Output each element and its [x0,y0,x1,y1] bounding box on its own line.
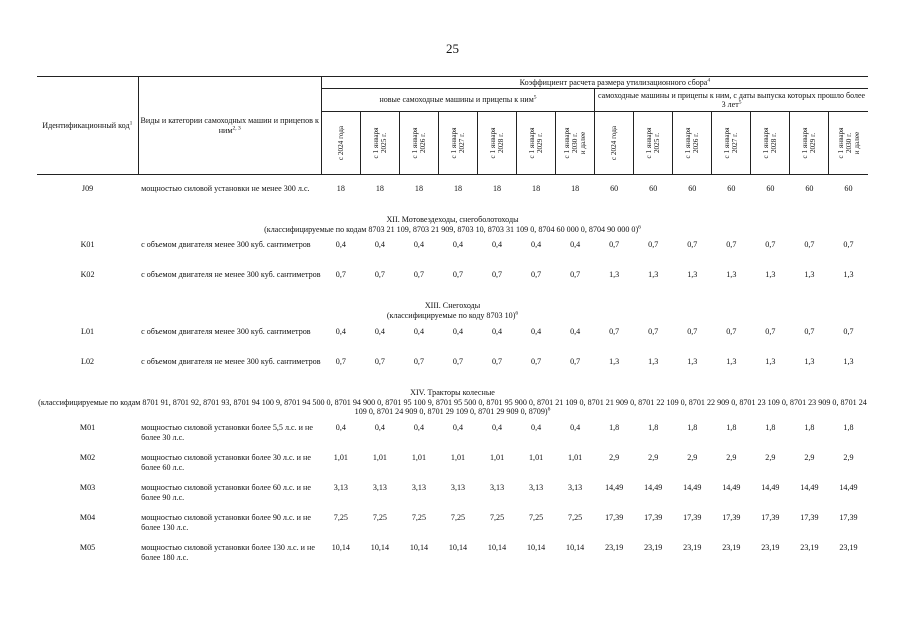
new-coefficient-cell: 0,4 [531,326,542,336]
table-row [37,237,868,267]
new-coefficient-cell: 1,01 [529,452,544,462]
used-coefficient-cell: 0,7 [804,326,815,336]
used-coefficient-cell: 1,3 [804,270,815,280]
section-heading-row [37,297,868,323]
section-title: XII. Мотовездеходы, снегоболотоходы [386,215,519,224]
section-footnote: 6 [638,224,641,231]
used-coefficient-cell: 1,3 [687,270,698,280]
used-coefficient-cell: 60 [766,184,775,193]
new-coefficient-cell: 0,4 [570,422,581,432]
section-classification-codes [37,398,868,417]
coef-label: Коэффициент расчета размера утилизационного сбора [519,77,708,87]
identification-code: M05 [79,542,96,552]
new-coefficient-cell: 0,7 [570,270,581,280]
new-coefficient-cell: 10,14 [566,542,585,552]
used-coefficient-cell: 23,19 [605,542,624,552]
section-title: XIII. Снегоходы [424,301,481,311]
used-coefficient-cell: 0,7 [726,326,737,336]
group-new-footnote: 5 [533,94,537,101]
group-old-footnote: 5 [738,99,742,106]
new-coefficient-cell: 0,7 [374,270,385,280]
table-row [37,510,868,540]
used-coefficient-cell: 1,8 [609,422,620,432]
used-coefficient-cell: 1,3 [687,356,698,366]
utilization-coefficient-table [37,76,868,570]
table-row [37,324,868,354]
new-coefficient-cell: 0,7 [452,356,464,366]
used-coefficient-cell: 14,49 [800,482,819,492]
used-coefficient-cell: 60 [649,184,658,193]
identification-code: J09 [81,184,94,193]
used-coefficient-cell: 2,9 [687,452,698,462]
category-description: с объемом двигателя менее 300 куб. сантиметров [141,326,311,336]
new-coefficient-cell: 1,01 [372,452,387,462]
used-coefficient-cell: 1,8 [765,422,776,432]
section-footnote: 6 [547,406,551,413]
section-heading-row [37,211,868,237]
used-coefficient-cell: 0,7 [843,240,854,250]
used-coefficient-cell: 1,3 [609,270,620,280]
new-coefficient-cell: 0,7 [374,356,385,366]
new-coefficient-cell: 3,13 [333,482,348,492]
new-coefficient-cell: 0,7 [452,270,464,280]
date-column-header: с 1 января 2026 г. [399,112,438,175]
used-coefficient-cell: 60 [727,184,736,193]
used-coefficient-cell: 0,7 [765,240,776,250]
used-coefficient-cell: 23,19 [839,542,858,552]
used-coefficient-cell: 0,7 [765,326,776,336]
identification-code: L01 [81,326,95,336]
used-coefficient-cell: 23,19 [644,542,663,552]
new-machines-group-header [321,89,594,112]
new-coefficient-cell: 0,7 [531,270,542,280]
new-coefficient-cell: 3,13 [450,482,466,492]
new-coefficient-cell: 7,25 [411,512,427,522]
category-column-header [138,77,321,175]
new-coefficient-cell: 1,01 [489,452,505,462]
table-row [37,175,868,212]
new-coefficient-cell: 0,4 [491,326,503,336]
desc-footnote: 2, 3 [232,124,241,131]
date-column-header: с 1 января 2028 г. [478,112,517,175]
date-column-header: с 1 января 2025 г. [634,112,673,175]
new-coefficient-cell: 10,14 [487,542,507,552]
used-coefficient-cell: 2,9 [843,452,854,462]
used-coefficient-cell: 1,3 [843,270,854,280]
new-coefficient-cell: 0,4 [413,326,424,336]
category-description: с объемом двигателя менее 300 куб. сантиметров [141,240,311,250]
new-coefficient-cell: 0,4 [374,240,385,250]
section-codes-text: (классифицируемые по коду 8703 10) [386,311,516,321]
new-coefficient-cell: 0,7 [413,356,424,366]
id-column-header [37,77,138,175]
used-coefficient-cell: 0,7 [648,326,659,336]
new-coefficient-cell: 3,13 [489,482,505,492]
used-coefficient-cell: 60 [610,184,619,193]
new-coefficient-cell: 3,13 [529,482,544,492]
date-column-header: с 1 января 2027 г. [438,112,477,175]
new-coefficient-cell: 0,7 [570,356,581,366]
used-coefficient-cell: 14,49 [839,482,858,492]
new-coefficient-cell: 3,13 [372,482,387,492]
identification-code: L02 [81,356,95,366]
new-coefficient-cell: 7,25 [450,512,466,522]
used-coefficient-cell: 17,39 [683,512,702,522]
coef-footnote: 4 [707,76,711,83]
date-column-header: с 1 января 2026 г. [673,112,712,175]
used-coefficient-cell: 14,49 [644,482,663,492]
new-coefficient-cell: 0,7 [335,270,346,280]
section-codes-text: (классифицируемые по кодам 8701 91, 8701 92, 8701 93, 8701 94 100 9, 8701 94 500 0, 8701 94 900 0, 8701 95 100 9, 8701 95 500 0, 8701 95 900 0, 8701 21 109 0, 8701 21 909 0, 8701 22 109 0, 8701 22 909 0, 8701 23 109 0, 8701 23 909 0, 8701 24 109 0, 8701 24 909 0, 8701 29 109 0, 8701 29 909 0, 8709) [38,397,867,417]
used-coefficient-cell: 1,3 [648,270,659,280]
group-old-label: самоходные машины и прицепы к ним, с даты выпуска которых прошло более 3 лет [598,90,866,109]
new-coefficient-cell: 7,25 [568,512,583,522]
used-coefficient-cell: 2,9 [804,452,815,462]
used-coefficient-cell: 60 [805,184,814,193]
page-number: 25 [446,41,459,56]
new-coefficient-cell: 0,7 [491,356,503,366]
category-description: мощностью силовой установки более 5,5 л.с. и не более 30 л.с. [141,422,313,442]
new-coefficient-cell: 7,25 [489,512,505,522]
new-coefficient-cell: 0,4 [531,240,542,250]
date-column-header: с 1 января 2029 г. [790,112,829,175]
table-row [37,267,868,297]
new-coefficient-cell: 10,14 [331,542,350,552]
table-row [37,480,868,510]
used-coefficient-cell: 60 [688,184,697,193]
used-coefficient-cell: 1,3 [648,356,659,366]
new-coefficient-cell: 1,01 [450,452,466,462]
used-coefficient-cell: 0,7 [648,240,659,250]
section-classification-codes [37,311,868,321]
used-coefficient-cell: 0,7 [804,240,815,250]
table-row [37,540,868,570]
new-coefficient-cell: 0,4 [335,326,346,336]
new-coefficient-cell: 0,4 [374,422,385,432]
new-coefficient-cell: 10,14 [448,542,468,552]
date-column-header: с 2024 года [595,112,634,175]
date-column-header: с 2024 года [321,112,360,175]
used-coefficient-cell: 0,7 [687,240,698,250]
identification-code: K02 [80,270,95,280]
used-coefficient-cell: 1,8 [843,422,854,432]
used-coefficient-cell: 2,9 [609,452,620,462]
table-body [37,175,868,570]
new-coefficient-cell: 7,25 [372,512,387,522]
used-coefficient-cell: 0,7 [726,240,737,250]
used-coefficient-cell: 1,8 [804,422,815,432]
date-column-header: с 1 января 2029 г. [517,112,556,175]
identification-code: M03 [79,482,96,492]
used-coefficient-cell: 1,3 [726,270,737,280]
new-coefficient-cell: 0,7 [531,356,542,366]
used-coefficient-cell: 1,3 [765,356,776,366]
section-classification-codes [37,225,868,235]
used-coefficient-cell: 1,8 [687,422,698,432]
used-coefficient-cell: 1,3 [765,270,776,280]
used-coefficient-cell: 23,19 [761,542,780,552]
table-row [37,450,868,480]
new-coefficient-cell: 18 [453,184,463,193]
date-column-header: с 1 января 2030 г. и далее [556,112,595,175]
new-coefficient-cell: 10,14 [370,542,389,552]
used-machines-group-header [595,89,868,112]
date-column-header: с 1 января 2025 г. [360,112,399,175]
date-column-header: с 1 января 2027 г. [712,112,751,175]
used-coefficient-cell: 1,8 [726,422,737,432]
used-coefficient-cell: 23,19 [800,542,819,552]
used-coefficient-cell: 17,39 [761,512,780,522]
new-coefficient-cell: 10,14 [526,542,546,552]
used-coefficient-cell: 2,9 [648,452,659,462]
id-label: Идентификационный код [42,120,130,130]
used-coefficient-cell: 17,39 [839,512,858,522]
used-coefficient-cell: 17,39 [722,512,741,522]
used-coefficient-cell: 23,19 [722,542,741,552]
new-coefficient-cell: 18 [336,184,345,193]
new-coefficient-cell: 0,4 [452,422,464,432]
category-description: с объемом двигателя не менее 300 куб. сантиметров [141,270,321,280]
identification-code: M01 [79,422,96,432]
new-coefficient-cell: 18 [532,184,541,193]
new-coefficient-cell: 0,4 [452,240,464,250]
new-coefficient-cell: 10,14 [409,542,429,552]
new-coefficient-cell: 18 [375,184,384,193]
new-coefficient-cell: 7,25 [333,512,348,522]
used-coefficient-cell: 17,39 [644,512,663,522]
coefficient-header [321,77,868,89]
date-column-header: с 1 января 2030 г. и далее [829,112,868,175]
category-description: с объемом двигателя не менее 300 куб. сантиметров [141,356,321,366]
used-coefficient-cell: 14,49 [683,482,702,492]
new-coefficient-cell: 1,01 [411,452,427,462]
new-coefficient-cell: 18 [414,184,423,193]
identification-code: K01 [80,240,95,250]
section-heading-row [37,384,868,420]
category-description: мощностью силовой установки более 90 л.с. и не более 130 л.с. [141,512,311,532]
new-coefficient-cell: 0,7 [335,356,346,366]
used-coefficient-cell: 0,7 [687,326,698,336]
used-coefficient-cell: 2,9 [765,452,776,462]
identification-code: M02 [79,452,96,462]
new-coefficient-cell: 1,01 [568,452,583,462]
used-coefficient-cell: 1,3 [609,356,620,366]
used-coefficient-cell: 60 [844,184,853,193]
category-description: мощностью силовой установки более 130 л.с. и не более 180 л.с. [141,542,315,562]
new-coefficient-cell: 1,01 [333,452,348,462]
table-row [37,420,868,450]
new-coefficient-cell: 0,4 [491,422,503,432]
used-coefficient-cell: 1,3 [804,356,815,366]
used-coefficient-cell: 0,7 [609,326,620,336]
section-title: XIV. Тракторы колесные [410,387,495,397]
new-coefficient-cell: 0,7 [491,270,503,280]
new-coefficient-cell: 7,25 [529,512,544,522]
table-header [37,77,868,175]
used-coefficient-cell: 14,49 [761,482,780,492]
category-description: мощностью силовой установки более 60 л.с. и не более 90 л.с. [141,482,311,502]
section-heading [37,384,868,420]
new-coefficient-cell: 0,4 [570,326,581,336]
used-coefficient-cell: 2,9 [726,452,737,462]
new-coefficient-cell: 0,4 [374,326,385,336]
new-coefficient-cell: 0,4 [531,422,542,432]
used-coefficient-cell: 14,49 [605,482,624,492]
new-coefficient-cell: 18 [571,184,580,193]
category-description: мощностью силовой установки более 30 л.с. и не более 60 л.с. [141,452,311,472]
used-coefficient-cell: 1,3 [843,356,854,366]
used-coefficient-cell: 17,39 [800,512,819,522]
new-coefficient-cell: 3,13 [411,482,427,492]
new-coefficient-cell: 0,4 [452,326,464,336]
new-coefficient-cell: 0,4 [335,422,346,432]
new-coefficient-cell: 0,4 [413,422,424,432]
id-footnote: 1 [129,119,133,126]
identification-code: M04 [79,512,96,522]
section-codes-text: (классифицируемые по кодам 8703 21 109, 8703 21 909, 8703 10, 8703 31 109 0, 8704 60 000 0, 8704 90 000 0) [264,224,639,234]
section-heading [37,211,868,237]
used-coefficient-cell: 0,7 [609,240,620,250]
new-coefficient-cell: 0,4 [570,240,581,250]
used-coefficient-cell: 14,49 [722,482,741,492]
date-column-header: с 1 января 2028 г. [751,112,790,175]
used-coefficient-cell: 1,3 [726,356,737,366]
new-coefficient-cell: 0,4 [413,240,424,250]
new-coefficient-cell: 0,7 [413,270,424,280]
section-footnote: 6 [515,310,519,317]
new-coefficient-cell: 0,4 [335,240,346,250]
new-coefficient-cell: 3,13 [568,482,583,492]
used-coefficient-cell: 0,7 [843,326,854,336]
used-coefficient-cell: 23,19 [683,542,702,552]
desc-label: Виды и категории самоходных машин и прицепов к ним [140,115,319,135]
group-new-label: новые самоходные машины и прицепы к ним [379,95,534,105]
used-coefficient-cell: 17,39 [605,512,624,522]
category-description: мощностью силовой установки не менее 300 л.с. [141,184,310,193]
used-coefficient-cell: 1,8 [648,422,659,432]
section-heading [37,297,868,323]
table-row [37,354,868,384]
new-coefficient-cell: 0,4 [491,240,503,250]
new-coefficient-cell: 18 [492,184,502,193]
